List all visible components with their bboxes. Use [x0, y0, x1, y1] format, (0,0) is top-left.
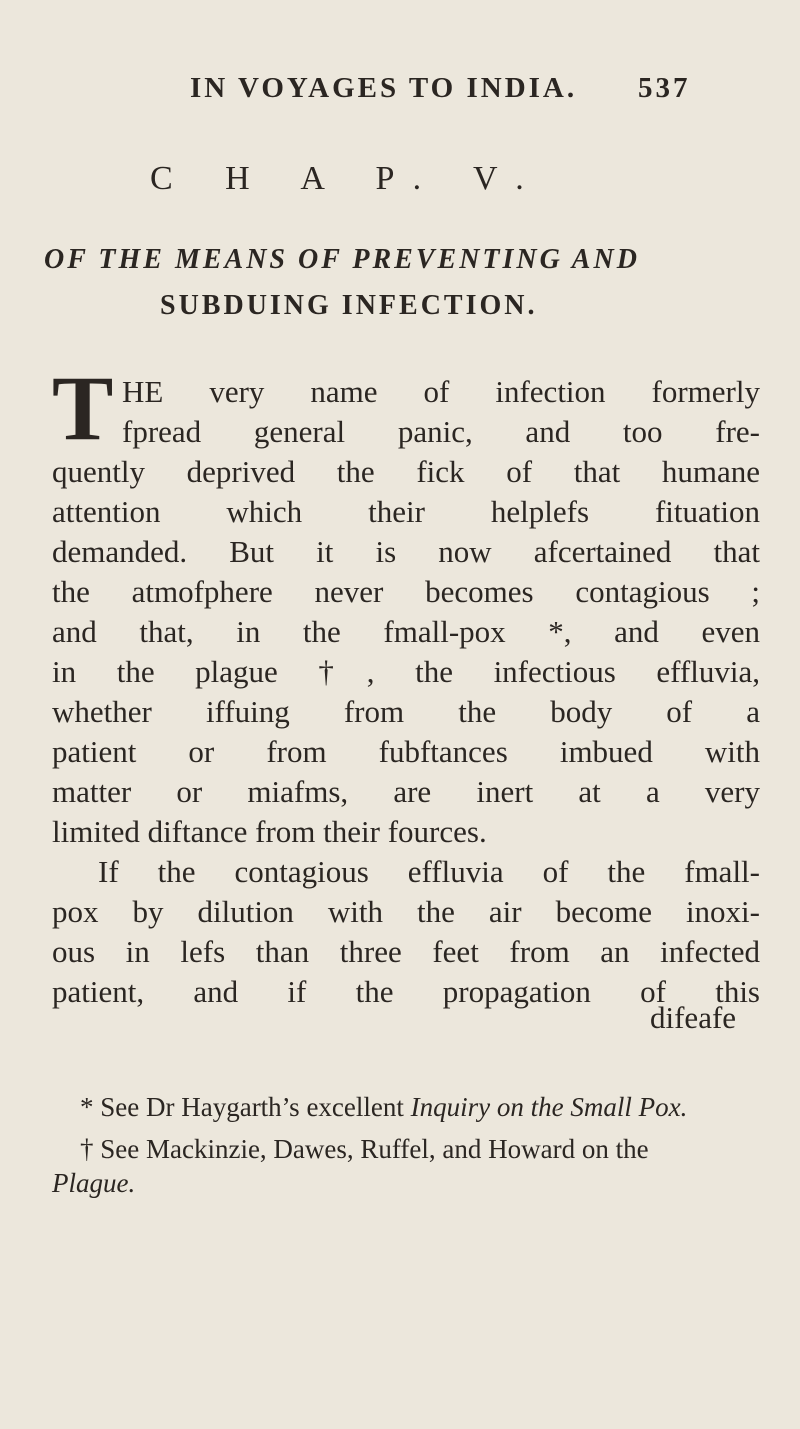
catchword: difeafe [650, 1000, 737, 1035]
body-line-15: ous in lefs than three feet from an infected [52, 934, 760, 969]
footnote-2-line-1: † See Mackinzie, Dawes, Ruffel, and Howard on the [80, 1134, 649, 1164]
running-head-title: IN VOYAGES TO INDIA. [190, 72, 578, 104]
body-line-16: patient, and if the propagation of this [52, 974, 760, 1009]
chapter-heading-line-2: SUBDUING INFECTION. [160, 290, 538, 321]
body-line-12: limited diftance from their fources. [52, 814, 487, 849]
body-line-10: patient or from fubftances imbued with [52, 734, 760, 769]
footnote-1-title: Inquiry on the Small Pox. [410, 1092, 688, 1122]
body-line-1: HE very name of infection formerly [122, 374, 760, 409]
body-line-4: attention which their helplefs fituation [52, 494, 760, 529]
body-line-7: and that, in the fmall-pox *, and even [52, 614, 760, 649]
body-line-6: the atmofphere never becomes contagious ; [52, 574, 760, 609]
chapter-label: C H A P. V. [150, 160, 546, 197]
body-line-2: fpread general panic, and too fre- [122, 414, 760, 449]
body-line-3: quently deprived the fick of that humane [52, 454, 760, 489]
page-number: 537 [638, 72, 691, 104]
drop-cap: T [52, 357, 114, 459]
body-line-9: whether iffuing from the body of a [52, 694, 760, 729]
footnote-1 [80, 1092, 687, 1123]
chapter-heading-line-1: OF THE MEANS OF PREVENTING AND [44, 244, 640, 275]
body-line-14: pox by dilution with the air become inoxi- [52, 894, 760, 929]
body-line-5: demanded. But it is now afcertained that [52, 534, 760, 569]
footnote-2-line-2: Plague. [52, 1168, 136, 1198]
body-line-8: in the plague †, the infectious effluvia, [52, 654, 760, 689]
body-line-13: If the contagious effluvia of the fmall- [98, 854, 760, 889]
running-head [190, 72, 730, 105]
body-line-11: matter or miafms, are inert at a very [52, 774, 760, 809]
footnote-1-text: * See Dr Haygarth’s excellent [80, 1092, 411, 1122]
